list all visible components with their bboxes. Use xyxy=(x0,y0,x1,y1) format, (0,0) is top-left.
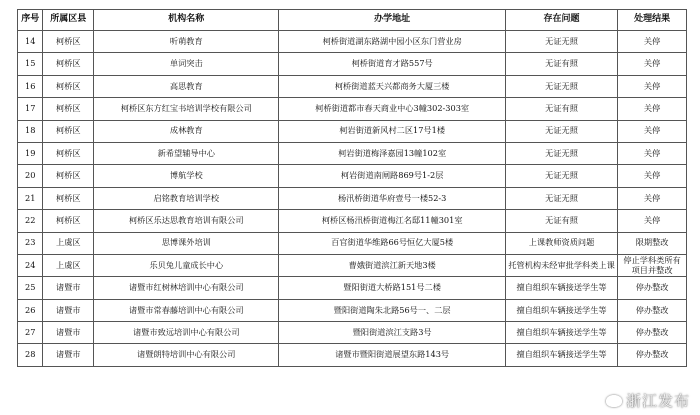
cell-address: 百官街道华维路66号恒亿大厦5楼 xyxy=(279,232,506,254)
document-page xyxy=(17,9,687,367)
cell-no: 18 xyxy=(18,120,43,142)
cell-issue: 无证无照 xyxy=(505,142,617,164)
watermark xyxy=(606,390,690,411)
institution-table xyxy=(17,9,687,367)
cell-county: 诸暨市 xyxy=(43,277,94,299)
cell-county: 诸暨市 xyxy=(43,344,94,366)
table-row xyxy=(18,98,687,120)
cell-address: 柯桥街道蓝天兴都商务大厦三楼 xyxy=(279,75,506,97)
cell-result: 停办整改 xyxy=(618,344,687,366)
table-row xyxy=(18,31,687,53)
cell-org: 诸暨市红树林培训中心有限公司 xyxy=(94,277,279,299)
header-no: 序号 xyxy=(18,10,43,31)
header-result: 处理结果 xyxy=(618,10,687,31)
cell-address: 杨汛桥街道华府壹号一楼52-3 xyxy=(279,187,506,209)
cell-county: 诸暨市 xyxy=(43,322,94,344)
table-row xyxy=(18,75,687,97)
cell-result: 关停 xyxy=(618,98,687,120)
cell-result: 关停 xyxy=(618,31,687,53)
table-row xyxy=(18,254,687,276)
table-row xyxy=(18,53,687,75)
table-header-row xyxy=(18,10,687,31)
cell-issue: 无证无照 xyxy=(505,31,617,53)
cell-org: 诸暨朗特培训中心有限公司 xyxy=(94,344,279,366)
cell-org: 启铭教育培训学校 xyxy=(94,187,279,209)
cell-result: 停办整改 xyxy=(618,277,687,299)
cell-no: 21 xyxy=(18,187,43,209)
cell-issue: 擅自组织车辆接送学生等 xyxy=(505,322,617,344)
cell-result: 限期整改 xyxy=(618,232,687,254)
cell-county: 柯桥区 xyxy=(43,187,94,209)
table-body xyxy=(18,31,687,367)
cell-org: 博航学校 xyxy=(94,165,279,187)
cell-issue: 无证无照 xyxy=(505,75,617,97)
cell-org: 新希望辅导中心 xyxy=(94,142,279,164)
cell-result: 停止学科类所有项目并整改 xyxy=(618,254,687,276)
cell-no: 26 xyxy=(18,299,43,321)
weibo-logo-icon xyxy=(606,395,622,407)
cell-issue: 无证无照 xyxy=(505,187,617,209)
cell-address: 诸暨市暨阳街道展望东路143号 xyxy=(279,344,506,366)
cell-org: 单词突击 xyxy=(94,53,279,75)
cell-no: 15 xyxy=(18,53,43,75)
cell-result: 停办整改 xyxy=(618,299,687,321)
header-address: 办学地址 xyxy=(279,10,506,31)
cell-org: 听萌教育 xyxy=(94,31,279,53)
header-org: 机构名称 xyxy=(94,10,279,31)
cell-issue: 上课教师资质问题 xyxy=(505,232,617,254)
cell-county: 柯桥区 xyxy=(43,98,94,120)
cell-no: 24 xyxy=(18,254,43,276)
cell-county: 柯桥区 xyxy=(43,53,94,75)
watermark-text: 浙江发布 xyxy=(625,392,690,410)
cell-county: 柯桥区 xyxy=(43,31,94,53)
header-county: 所属区县 xyxy=(43,10,94,31)
table-row xyxy=(18,232,687,254)
cell-result: 关停 xyxy=(618,142,687,164)
cell-county: 柯桥区 xyxy=(43,142,94,164)
cell-no: 23 xyxy=(18,232,43,254)
cell-no: 17 xyxy=(18,98,43,120)
cell-issue: 无证有照 xyxy=(505,98,617,120)
cell-address: 柯岩街道梅泽嘉园13幢102室 xyxy=(279,142,506,164)
cell-result: 关停 xyxy=(618,165,687,187)
cell-result: 关停 xyxy=(618,53,687,75)
cell-org: 诸暨市致远培训中心有限公司 xyxy=(94,322,279,344)
cell-address: 柯桥区杨汛桥街道梅江名邸11幢301室 xyxy=(279,210,506,232)
cell-no: 19 xyxy=(18,142,43,164)
cell-address: 暨阳街道大桥路151号二楼 xyxy=(279,277,506,299)
cell-no: 27 xyxy=(18,322,43,344)
cell-no: 16 xyxy=(18,75,43,97)
cell-address: 柯桥街道湖东路湖中园小区东门营业房 xyxy=(279,31,506,53)
cell-issue: 擅自组织车辆接送学生等 xyxy=(505,299,617,321)
cell-issue: 无证有照 xyxy=(505,53,617,75)
cell-issue: 托管机构未经审批学科类上课 xyxy=(505,254,617,276)
cell-no: 28 xyxy=(18,344,43,366)
cell-address: 暨阳街道滨江支路3号 xyxy=(279,322,506,344)
cell-org: 诸暨市常春藤培训中心有限公司 xyxy=(94,299,279,321)
cell-result: 关停 xyxy=(618,210,687,232)
cell-address: 柯岩街道新风村二区17号1楼 xyxy=(279,120,506,142)
cell-no: 22 xyxy=(18,210,43,232)
cell-issue: 无证有照 xyxy=(505,210,617,232)
cell-org: 柯桥区东方红宝书培训学校有限公司 xyxy=(94,98,279,120)
cell-county: 上虞区 xyxy=(43,232,94,254)
table-row xyxy=(18,187,687,209)
cell-org: 高思教育 xyxy=(94,75,279,97)
cell-address: 柯桥街道育才路557号 xyxy=(279,53,506,75)
table-row xyxy=(18,344,687,366)
cell-no: 20 xyxy=(18,165,43,187)
cell-no: 25 xyxy=(18,277,43,299)
table-row xyxy=(18,165,687,187)
table-row xyxy=(18,142,687,164)
cell-org: 乐贝兔儿童成长中心 xyxy=(94,254,279,276)
cell-issue: 无证无照 xyxy=(505,165,617,187)
cell-county: 柯桥区 xyxy=(43,120,94,142)
table-row xyxy=(18,277,687,299)
table-row xyxy=(18,120,687,142)
cell-issue: 擅自组织车辆接送学生等 xyxy=(505,344,617,366)
cell-address: 曹娥街道滨江新天地3楼 xyxy=(279,254,506,276)
cell-address: 暨阳街道陶朱北路56号一、二层 xyxy=(279,299,506,321)
cell-county: 柯桥区 xyxy=(43,165,94,187)
cell-result: 关停 xyxy=(618,120,687,142)
cell-issue: 无证无照 xyxy=(505,120,617,142)
cell-result: 停办整改 xyxy=(618,322,687,344)
cell-no: 14 xyxy=(18,31,43,53)
table-row xyxy=(18,322,687,344)
cell-county: 上虞区 xyxy=(43,254,94,276)
table-row xyxy=(18,210,687,232)
cell-county: 柯桥区 xyxy=(43,75,94,97)
cell-org: 成林教育 xyxy=(94,120,279,142)
cell-org: 思博课外培训 xyxy=(94,232,279,254)
cell-result: 关停 xyxy=(618,75,687,97)
cell-address: 柯桥街道都市春天商业中心3幢302-303室 xyxy=(279,98,506,120)
cell-county: 柯桥区 xyxy=(43,210,94,232)
table-row xyxy=(18,299,687,321)
cell-issue: 擅自组织车辆接送学生等 xyxy=(505,277,617,299)
cell-org: 柯桥区乐达思教育培训有限公司 xyxy=(94,210,279,232)
cell-county: 诸暨市 xyxy=(43,299,94,321)
cell-address: 柯岩街道南闸路869号1-2层 xyxy=(279,165,506,187)
cell-result: 关停 xyxy=(618,187,687,209)
header-issue: 存在问题 xyxy=(505,10,617,31)
